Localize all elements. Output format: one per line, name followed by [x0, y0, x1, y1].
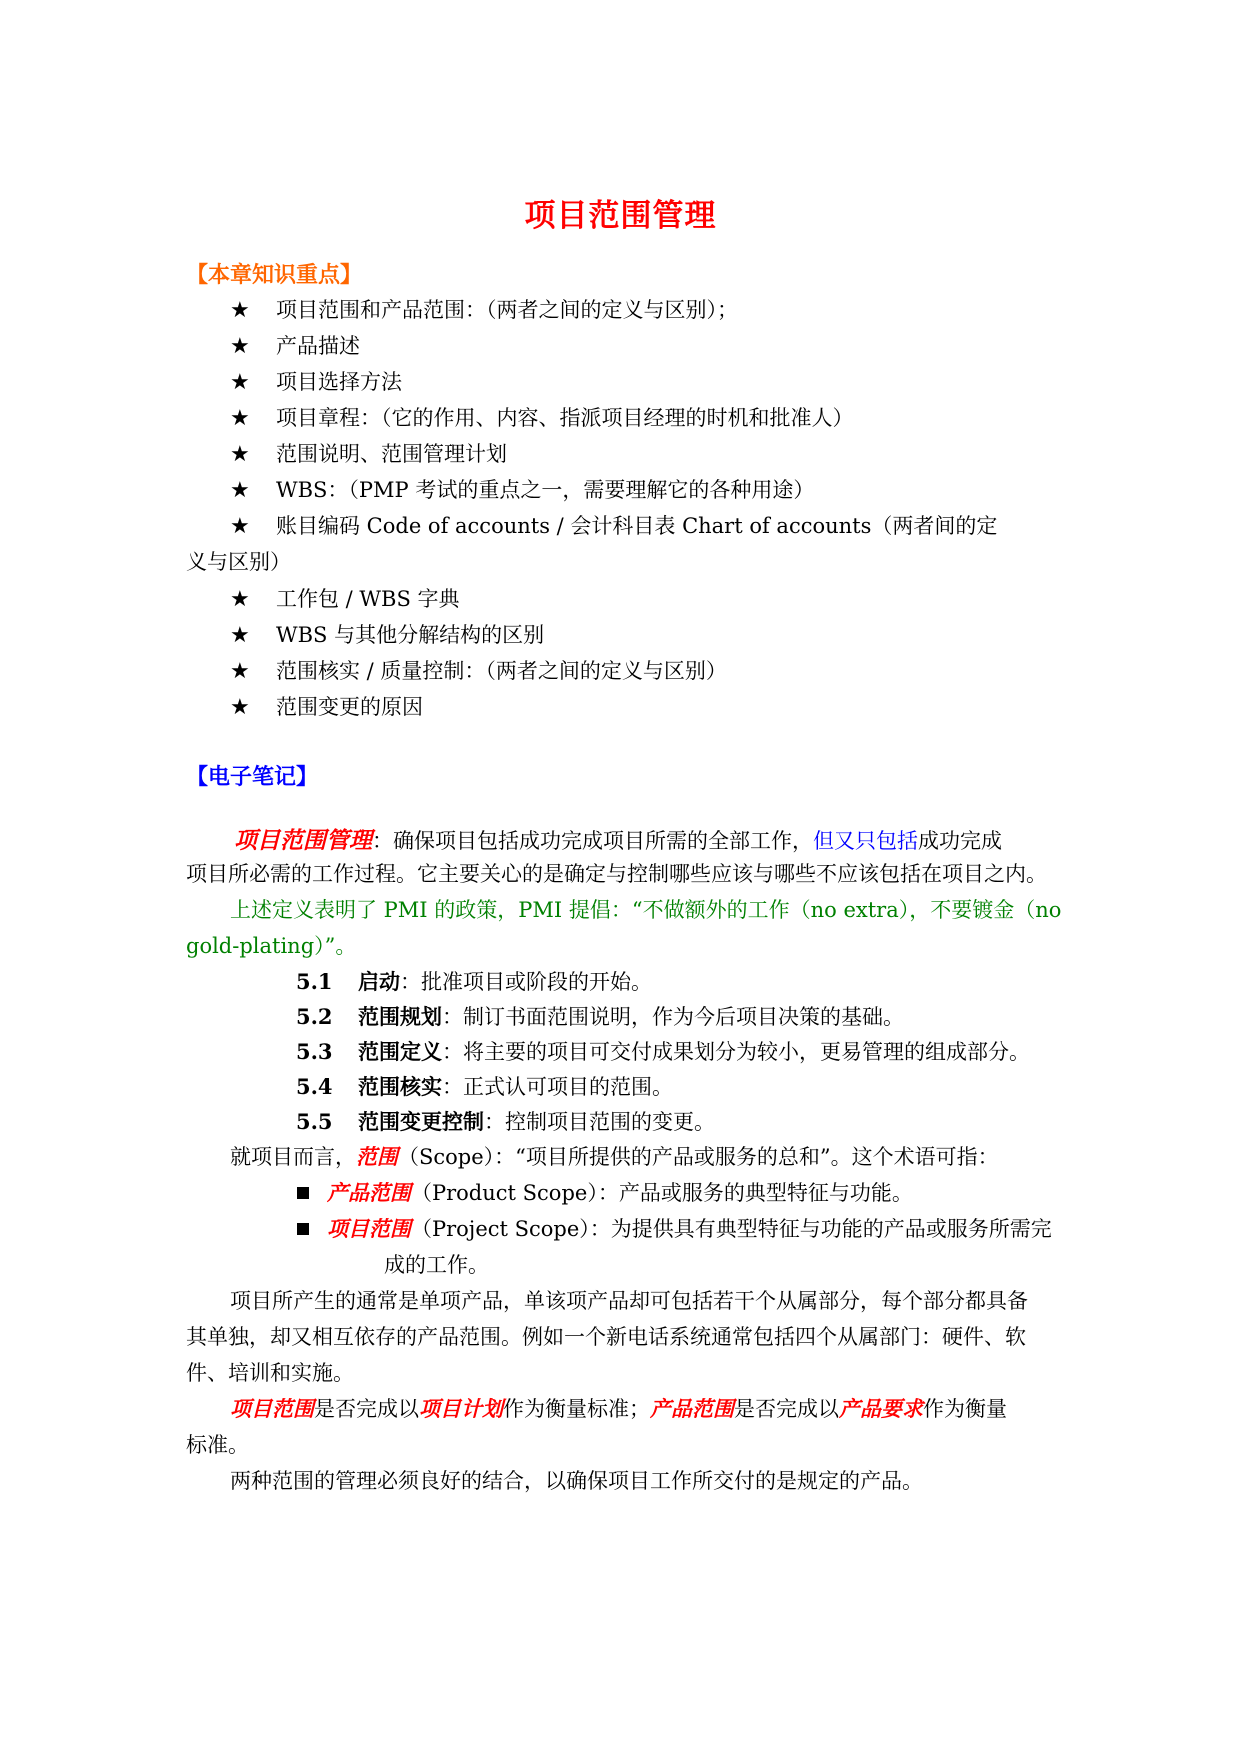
- definition-line: 项目范围管理：确保项目包括成功完成项目所需的全部工作，但又只包括成功完成: [234, 828, 1002, 854]
- process-step: 5.5 范围变更控制：控制项目范围的变更。: [296, 1109, 715, 1134]
- pmi-policy-line: 上述定义表明了 PMI 的政策，PMI 提倡：“不做额外的工作（no extra），不要镀金（no: [230, 898, 1062, 922]
- star-icon: ★: [230, 659, 250, 684]
- key-point-item: ★ WBS：（PMP 考试的重点之一，需要理解它的各种用途）: [230, 478, 815, 503]
- star-icon: ★: [230, 442, 250, 467]
- process-step: 5.3 范围定义：将主要的项目可交付成果划分为较小，更易管理的组成部分。: [296, 1039, 1030, 1064]
- key-points-heading: 【本章知识重点】: [186, 263, 363, 288]
- key-point-item: ★ 工作包 / WBS 字典: [230, 587, 460, 612]
- comparison-line-2: 标准。: [186, 1433, 249, 1457]
- page-title: 项目范围管理: [524, 198, 717, 234]
- key-point-item: ★ 产品描述: [230, 334, 360, 359]
- process-step: 5.2 范围规划：制订书面范围说明，作为今后项目决策的基础。: [296, 1004, 904, 1029]
- notes-heading: 【电子笔记】: [186, 765, 319, 790]
- definition-term: 项目范围管理: [234, 828, 372, 854]
- paragraph-line: 其单独，却又相互依存的产品范围。例如一个新电话系统通常包括四个从属部门：硬件、软: [186, 1325, 1026, 1349]
- star-icon: ★: [230, 695, 250, 720]
- comparison-line: 项目范围是否完成以项目计划作为衡量标准；产品范围是否完成以产品要求作为衡量: [230, 1397, 1007, 1421]
- closing-line: 两种范围的管理必须良好的结合，以确保项目工作所交付的是规定的产品。: [230, 1469, 923, 1493]
- key-point-item: ★ 项目章程：（它的作用、内容、指派项目经理的时机和批准人）: [230, 406, 854, 431]
- star-icon: ★: [230, 478, 250, 503]
- emphasis-text: 但又只包括: [813, 829, 918, 853]
- star-icon: ★: [230, 334, 250, 359]
- definition-line-2: 项目所必需的工作过程。它主要关心的是确定与控制哪些应该与哪些不应该包括在项目之内。: [186, 862, 1047, 886]
- star-icon: ★: [230, 623, 250, 648]
- key-point-item: ★ WBS 与其他分解结构的区别: [230, 623, 545, 648]
- paragraph-line: 件、培训和实施。: [186, 1361, 354, 1385]
- scope-term: 范围: [356, 1145, 398, 1169]
- square-bullet-icon: [297, 1187, 309, 1199]
- key-point-item: ★ 项目范围和产品范围：（两者之间的定义与区别）；: [230, 298, 738, 323]
- key-point-item: ★ 账目编码 Code of accounts / 会计科目表 Chart of accounts（两者间的定: [230, 514, 998, 539]
- star-icon: ★: [230, 514, 250, 539]
- key-point-item-continuation: 义与区别）: [186, 550, 291, 574]
- key-point-item: ★ 范围说明、范围管理计划: [230, 442, 507, 467]
- star-icon: ★: [230, 370, 250, 395]
- star-icon: ★: [230, 587, 250, 612]
- project-scope-item: 项目范围（Project Scope）：为提供具有典型特征与功能的产品或服务所需完: [297, 1213, 1052, 1243]
- key-point-item: ★ 范围变更的原因: [230, 695, 423, 720]
- paragraph-line: 项目所产生的通常是单项产品，单该项产品却可包括若干个从属部分，每个部分都具备: [230, 1289, 1028, 1313]
- star-icon: ★: [230, 406, 250, 431]
- square-bullet-icon: [297, 1223, 309, 1235]
- product-scope-item: 产品范围（Product Scope）：产品或服务的典型特征与功能。: [297, 1177, 913, 1207]
- process-step: 5.4 范围核实：正式认可项目的范围。: [296, 1074, 673, 1099]
- pmi-policy-line-2: gold-plating）”。: [186, 934, 357, 958]
- star-icon: ★: [230, 298, 250, 323]
- key-point-item: ★ 项目选择方法: [230, 370, 402, 395]
- project-scope-continuation: 成的工作。: [384, 1253, 489, 1277]
- key-point-item: ★ 范围核实 / 质量控制：（两者之间的定义与区别）: [230, 659, 727, 684]
- process-step: 5.1 启动：批准项目或阶段的开始。: [296, 969, 652, 994]
- scope-definition-line: 就项目而言，范围（Scope）：“项目所提供的产品或服务的总和”。这个术语可指：: [230, 1145, 999, 1169]
